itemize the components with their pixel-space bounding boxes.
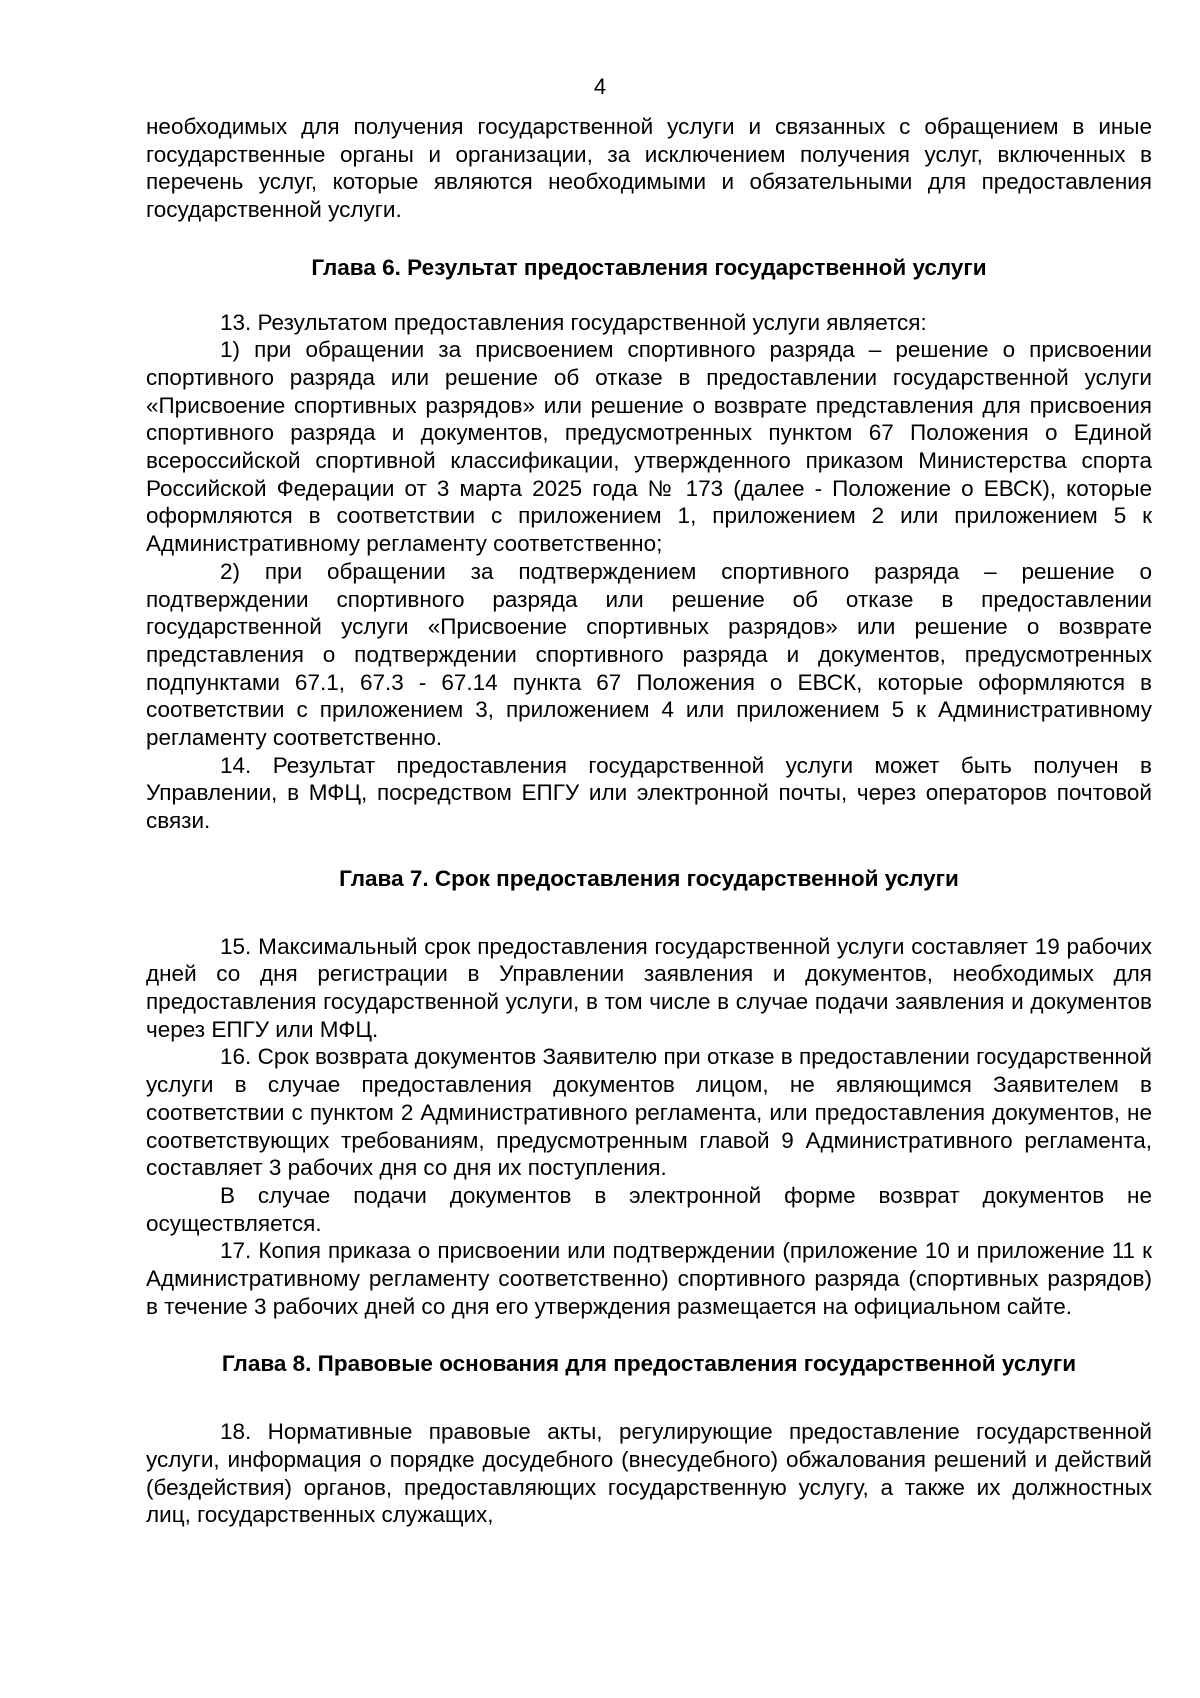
chapter-8-title: Глава 8. Правовые основания для предоставления государственной услуги <box>221 1351 1077 1377</box>
paragraph-13: 13. Результатом предоставления государственной услуги является: <box>220 309 927 335</box>
paragraph-16-note: В случае подачи документов в электронной форме возврат документов не осуществляется. <box>146 1182 1152 1236</box>
paragraph-15: 15. Максимальный срок предоставления государственной услуги составляет 19 рабочих дней со дня регистрации в Управлении заявления и документов, необходимых для предоставления государственной услуги, в том числе в случае подачи заявления и документов через ЕПГУ или МФЦ. <box>146 933 1152 1042</box>
document-body <box>146 113 1152 1529</box>
chapter-7-title: Глава 7. Срок предоставления государственной услуги <box>339 865 959 891</box>
paragraph-13-item-1: 1) при обращении за присвоением спортивного разряда – решение о присвоении спортивного разряда или решение об отказе в предоставлении государственной услуги «Присвоение спортивных разрядов» или решение о возврате представления для присвоения спортивного разряда и документов, предусмотренных пунктом 67 Положения о Единой всероссийской спортивной классификации, утвержденного приказом Министерства спорта Российской Федерации от 3 марта 2025 года № 173 (далее - Положение о ЕВСК), которые оформляются в соответствии с приложением 1, приложением 2 или приложением 5 к Административному регламенту соответственно; <box>146 337 1152 557</box>
paragraph-14: 14. Результат предоставления государственной услуги может быть получен в Управлении, в МФЦ, посредством ЕПГУ или электронной почты, через операторов почтовой связи. <box>146 752 1152 834</box>
paragraph-continuation: необходимых для получения государственной услуги и связанных с обращением в иные государственные органы и организации, за исключением получения услуг, включенных в перечень услуг, которые являются необходимыми и обязательными для предоставления государственной услуги. <box>146 114 1152 223</box>
paragraph-17: 17. Копия приказа о присвоении или подтверждении (приложение 10 и приложение 11 к Административному регламенту соответственно) спортивного разряда (спортивных разрядов) в течение 3 рабочих дней со дня его утверждения размещается на официальном сайте. <box>146 1238 1152 1319</box>
paragraph-16: 16. Срок возврата документов Заявителю при отказе в предоставлении государственной услуги в случае предоставления документов лицом, не являющимся Заявителем в соответствии с пунктом 2 Административного регламента, или предоставления документов, не соответствующих требованиям, предусмотренным главой 9 Административного регламента, составляет 3 рабочих дня со дня их поступления. <box>146 1044 1152 1181</box>
chapter-6-title: Глава 6. Результат предоставления государственной услуги <box>311 254 987 280</box>
paragraph-18: 18. Нормативные правовые акты, регулирующие предоставление государственной услуги, информация о порядке досудебного (внесудебного) обжалования решений и действий (бездействия) органов, предоставляющих государственную услугу, а также их должностных лиц, государственных служащих, <box>146 1419 1152 1528</box>
paragraph-13-item-2: 2) при обращении за подтверждением спортивного разряда – решение о подтверждении спортивного разряда или решение об отказе в предоставлении государственной услуги «Присвоение спортивных разрядов» или решение о возврате представления о подтверждении спортивного разряда и документов, предусмотренных подпунктами 67.1, 67.3 - 67.14 пункта 67 Положения о ЕВСК, которые оформляются в соответствии с приложением 3, приложением 4 или приложением 5 к Административному регламенту соответственно. <box>146 558 1152 751</box>
page-number: 4 <box>593 74 607 99</box>
